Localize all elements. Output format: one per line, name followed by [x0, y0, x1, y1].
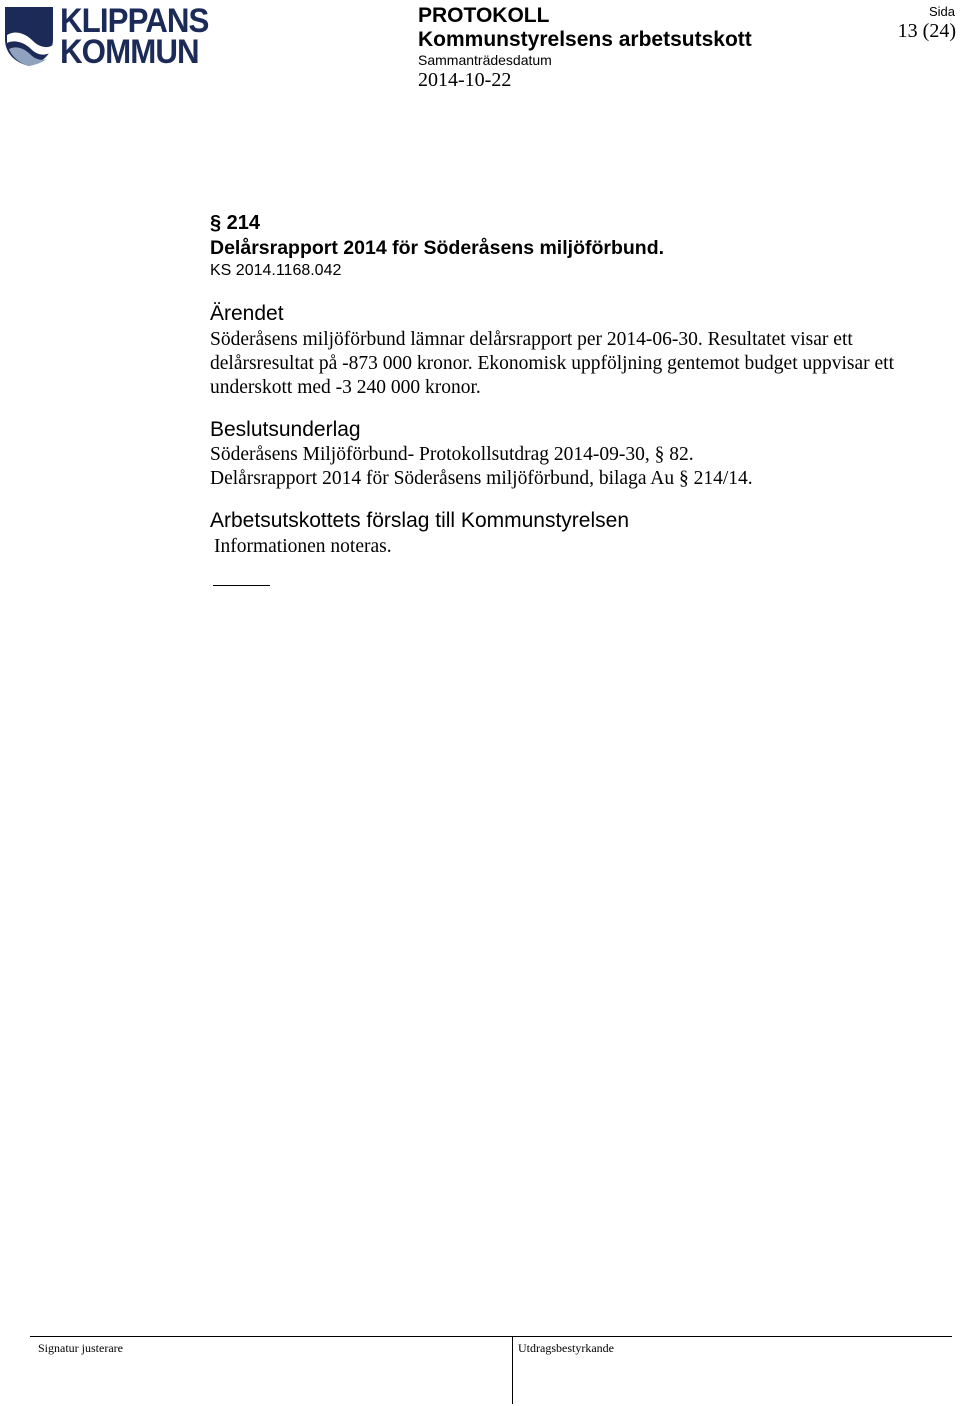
- arendet-text: Söderåsens miljöförbund lämnar delårsrapport per 2014-06-30. Resultatet visar ett delårsresultat på -873 000 kronor. Ekonomisk uppföljning gentemot budget uppvisar ett underskott med -3 240 000 kronor.: [210, 329, 895, 398]
- item-title: Delårsrapport 2014 för Söderåsens miljöförbund.: [210, 237, 665, 259]
- logo-text-line1: KLIPPANS: [60, 2, 209, 40]
- beslutsunderlag-line-2: Delårsrapport 2014 för Söderåsens miljöförbund, bilaga Au § 214/14.: [210, 468, 753, 489]
- page-label: Sida: [928, 4, 955, 19]
- arendet-heading: Ärendet: [210, 302, 284, 325]
- meeting-date: 2014-10-22: [418, 69, 512, 91]
- shield-logo-icon: [3, 5, 55, 67]
- footer-divider: [512, 1336, 513, 1404]
- forslag-text: Informationen noteras.: [214, 536, 392, 557]
- protocol-item: [210, 210, 910, 586]
- page-number: 13 (24): [897, 20, 956, 42]
- beslutsunderlag-heading: Beslutsunderlag: [210, 418, 361, 441]
- logo-text-line2: KOMMUN: [60, 33, 199, 71]
- forslag-heading: Arbetsutskottets förslag till Kommunstyrelsen: [210, 509, 629, 532]
- meeting-date-label: Sammanträdesdatum: [418, 52, 552, 68]
- footer-rule: [30, 1336, 952, 1337]
- document-type: PROTOKOLL: [418, 4, 550, 27]
- case-number: KS 2014.1168.042: [210, 262, 342, 279]
- beslutsunderlag-line-1: Söderåsens Miljöförbund- Protokollsutdrag 2014-09-30, § 82.: [210, 444, 694, 465]
- board-name: Kommunstyrelsens arbetsutskott: [418, 28, 752, 51]
- paragraph-number: § 214: [210, 212, 261, 234]
- end-rule: [213, 585, 270, 586]
- signature-label: Signatur justerare: [38, 1341, 123, 1355]
- beslutsunderlag-list: [210, 443, 910, 491]
- extract-label: Utdragsbestyrkande: [518, 1341, 614, 1355]
- klippan-logo: [3, 2, 217, 71]
